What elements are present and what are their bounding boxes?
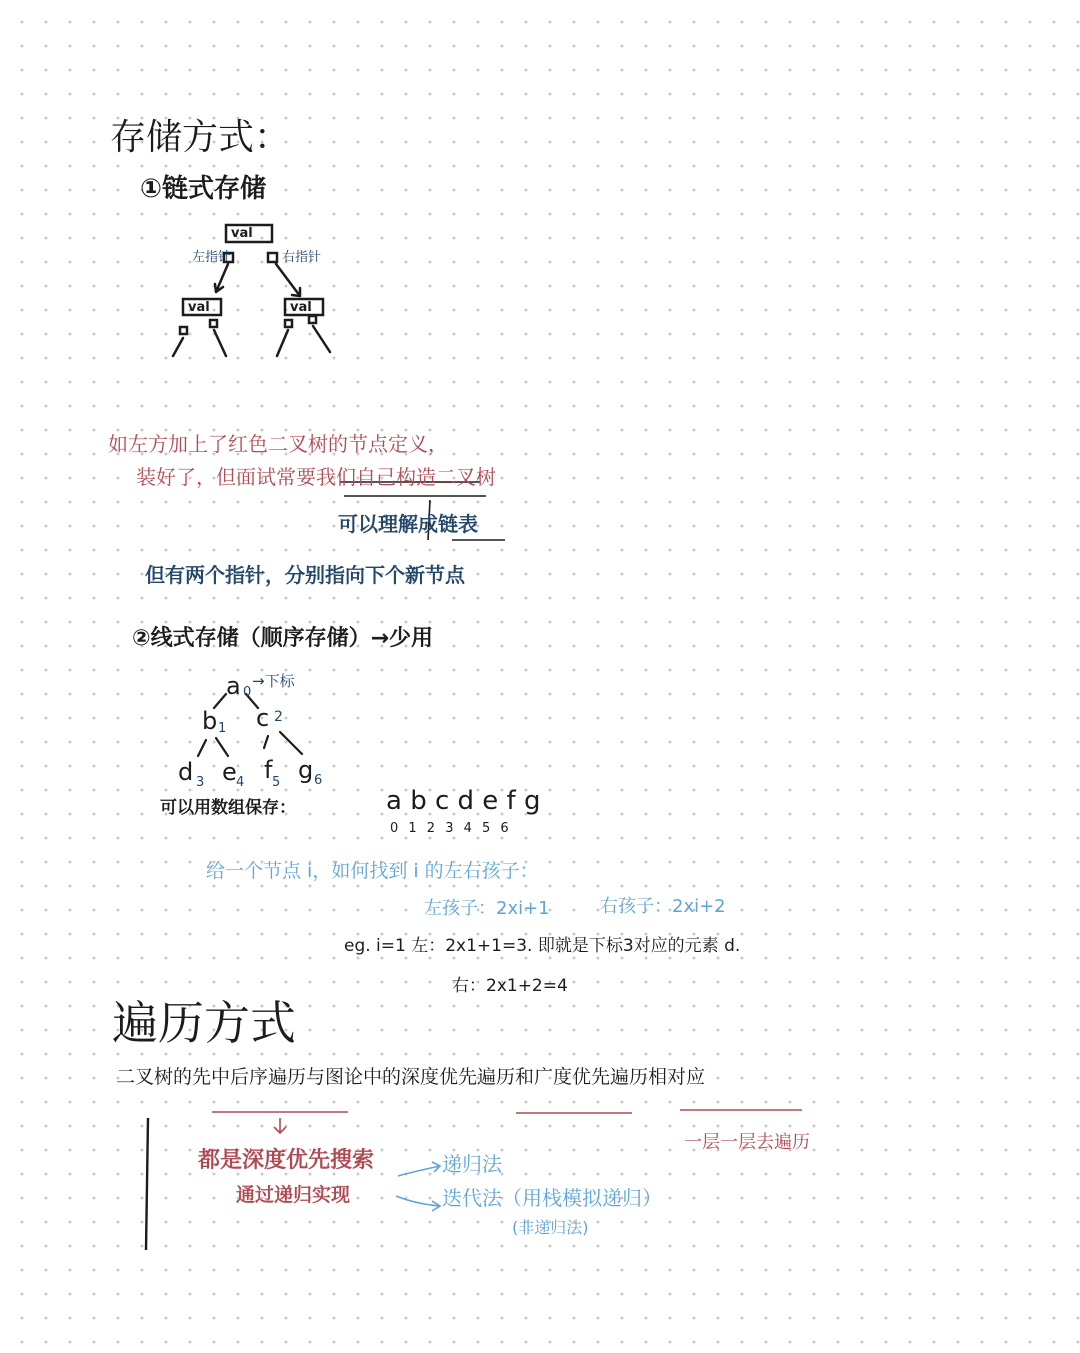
tree-node-c: c — [256, 704, 270, 732]
tree-index-0: 0 — [243, 685, 252, 700]
root-node-label: val — [231, 226, 253, 241]
right-pointer-label: 右指针 — [282, 250, 322, 265]
formula-right-child: 右孩子：2xi+2 — [600, 896, 726, 917]
left-child-label: val — [188, 300, 210, 315]
array-label: 可以用数组保存： — [160, 798, 296, 818]
example-line-1: eg. i=1 左：2x1+1=3. 即就是下标3对应的元素 d. — [344, 936, 741, 956]
arrow-to-recursive-icon — [398, 1162, 440, 1176]
formula-left-child: 左孩子：2xi+1 — [424, 898, 550, 919]
vertical-bracket — [146, 1118, 148, 1250]
tree-node-g: g — [298, 756, 314, 784]
tree-index-6: 6 — [314, 773, 323, 788]
example-line-2: 右：2x1+2=4 — [452, 976, 568, 996]
bfs-note: 一层一层去遍历 — [684, 1132, 810, 1153]
tree-node-f: f — [264, 756, 273, 784]
tree-index-1: 1 — [218, 721, 227, 736]
note-navy-line2: 但有两个指针，分别指向下个新节点 — [145, 563, 465, 587]
arrow-to-iterative-icon — [396, 1196, 440, 1211]
impl-note: 通过递归实现 — [236, 1184, 351, 1206]
note-red-line1: 如左方加上了红色二叉树的节点定义， — [108, 432, 448, 456]
tree-node-a: a — [226, 672, 241, 700]
tree-node-b: b — [202, 707, 218, 735]
tree-node-d: d — [178, 758, 194, 786]
tree-index-4: 4 — [236, 775, 245, 790]
tree-node-e: e — [222, 758, 237, 786]
non-recursive-note: (非递归法) — [512, 1218, 589, 1237]
linked-storage-heading: ①链式存储 — [140, 174, 267, 204]
array-indices: 0 1 2 3 4 5 6 — [390, 821, 512, 836]
tree-index-2: 2 — [274, 709, 283, 725]
note-red-line2: 装好了，但面试常要我们自己构造二叉树 — [136, 465, 496, 489]
note-navy-line1: 可以理解成链表 — [338, 512, 478, 536]
tree-index-5: 5 — [272, 775, 281, 790]
traversal-intro: 二叉树的先中后序遍历与图论中的深度优先遍历和广度优先遍历相对应 — [116, 1066, 706, 1088]
index-note: →下标 — [252, 672, 295, 690]
dfs-note: 都是深度优先搜索 — [198, 1148, 375, 1173]
recursive-method: 递归法 — [442, 1152, 502, 1176]
right-child-label: val — [290, 300, 312, 315]
section-title-storage: 存储方式： — [110, 117, 291, 158]
children-question: 给一个节点 i，如何找到 i 的左右孩子： — [206, 860, 539, 882]
iterative-method: 迭代法（用栈模拟递归） — [442, 1186, 662, 1210]
down-arrow-icon — [274, 1118, 286, 1133]
section-title-traversal: 遍历方式 — [112, 996, 296, 1050]
tree-index-3: 3 — [196, 775, 205, 790]
left-pointer-label: 左指针 — [192, 250, 232, 265]
array-storage-heading: ②线式存储（顺序存储）→少用 — [132, 626, 434, 651]
array-values: a b c d e f g — [386, 786, 541, 816]
